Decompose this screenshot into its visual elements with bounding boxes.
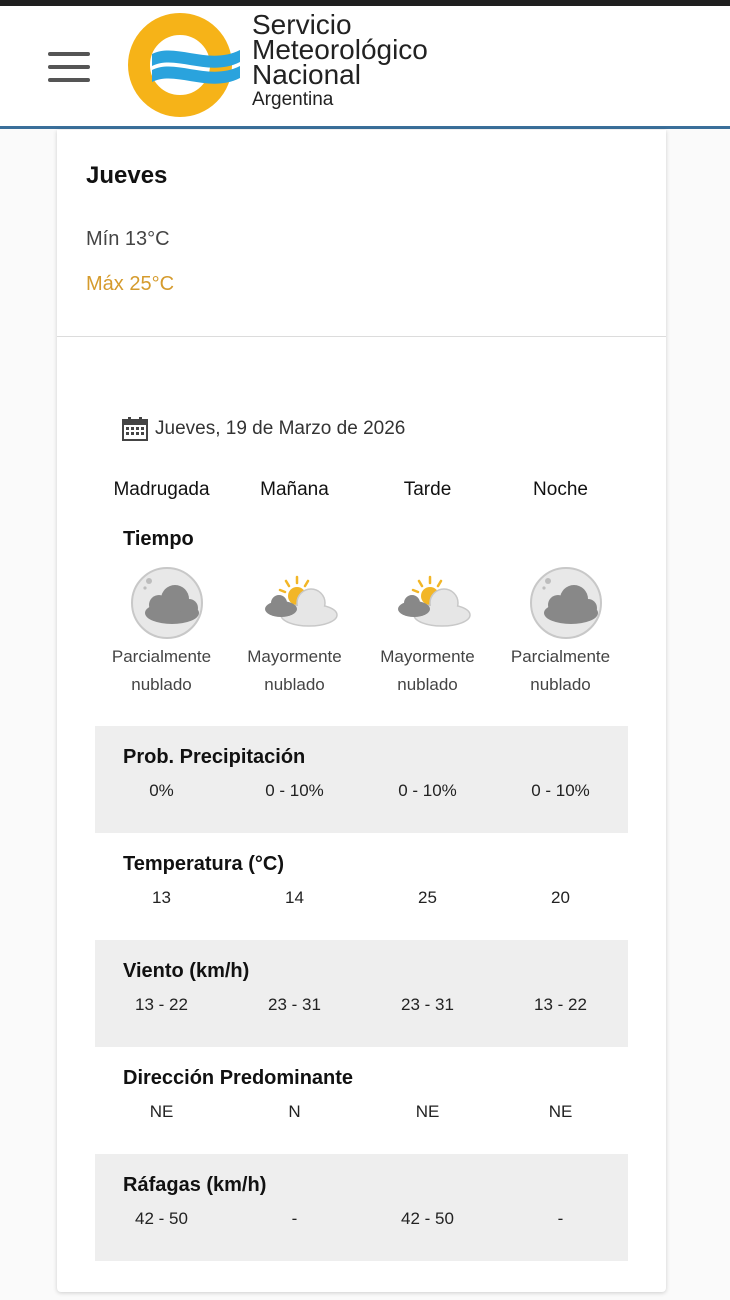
gusts-row <box>95 1154 628 1261</box>
condition-line: nublado <box>264 675 325 694</box>
wind-row <box>95 940 628 1047</box>
row-label: Viento (km/h) <box>123 960 250 982</box>
mostly-cloudy-day-icon <box>392 563 474 643</box>
row-value: 25 <box>418 888 437 907</box>
row-value: 13 <box>152 888 171 907</box>
row-value: NE <box>415 1102 440 1121</box>
condition-text <box>228 643 361 699</box>
row-label: Ráfagas (km/h) <box>123 1174 267 1196</box>
row-value: - <box>291 1209 298 1228</box>
row-value: NE <box>149 1102 174 1121</box>
row-label: Prob. Precipitación <box>123 746 306 768</box>
condition-line: Parcialmente <box>510 647 611 666</box>
condition-line: nublado <box>530 675 591 694</box>
tiempo-label: Tiempo <box>123 528 194 550</box>
night-partly-cloudy-icon <box>525 563 607 643</box>
wind-direction-row <box>95 1047 628 1154</box>
period-header: Madrugada <box>113 479 210 500</box>
night-partly-cloudy-icon <box>126 563 208 643</box>
period-header: Noche <box>533 479 588 500</box>
row-value: 23 - 31 <box>401 995 454 1014</box>
forecast-date <box>122 417 405 441</box>
row-value: 13 - 22 <box>534 995 587 1014</box>
condition-text <box>494 643 627 699</box>
condition-text <box>361 643 494 699</box>
row-value: 42 - 50 <box>401 1209 454 1228</box>
row-value: 20 <box>551 888 570 907</box>
row-value: 13 - 22 <box>135 995 188 1014</box>
mostly-cloudy-day-icon <box>259 563 341 643</box>
precipitation-row <box>95 726 628 833</box>
row-value: - <box>557 1209 564 1228</box>
condition-line: Mayormente <box>380 647 475 666</box>
brand-line: Servicio <box>252 9 352 40</box>
row-value: 42 - 50 <box>135 1209 188 1228</box>
condition-line: Mayormente <box>247 647 342 666</box>
day-title: Jueves <box>86 162 168 189</box>
brand-name <box>252 9 552 112</box>
divider <box>57 336 666 337</box>
row-value: 14 <box>285 888 304 907</box>
temperature-row <box>95 833 628 940</box>
min-temperature: Mín 13°C <box>86 228 170 250</box>
period-header: Mañana <box>260 479 329 500</box>
row-value: 0% <box>149 781 174 800</box>
smn-logo[interactable] <box>128 12 242 118</box>
forecast-date-text: Jueves, 19 de Marzo de 2026 <box>155 418 406 439</box>
brand-line: Nacional <box>252 59 361 90</box>
row-label: Temperatura (°C) <box>123 853 284 875</box>
calendar-icon <box>122 417 148 441</box>
menu-icon[interactable] <box>48 52 90 84</box>
brand-line: Meteorológico <box>252 34 428 65</box>
site-header <box>0 6 730 129</box>
row-value: NE <box>548 1102 573 1121</box>
period-header: Tarde <box>403 479 452 500</box>
condition-line: nublado <box>131 675 192 694</box>
condition-line: nublado <box>397 675 458 694</box>
row-value: N <box>288 1102 301 1121</box>
forecast-card <box>57 130 666 1292</box>
max-temperature: Máx 25°C <box>86 273 175 295</box>
brand-country: Argentina <box>252 89 334 110</box>
row-label: Dirección Predominante <box>123 1067 354 1089</box>
row-value: 0 - 10% <box>531 781 590 800</box>
condition-line: Parcialmente <box>111 647 212 666</box>
condition-text <box>95 643 228 699</box>
row-value: 23 - 31 <box>268 995 321 1014</box>
row-value: 0 - 10% <box>398 781 457 800</box>
row-value: 0 - 10% <box>265 781 324 800</box>
